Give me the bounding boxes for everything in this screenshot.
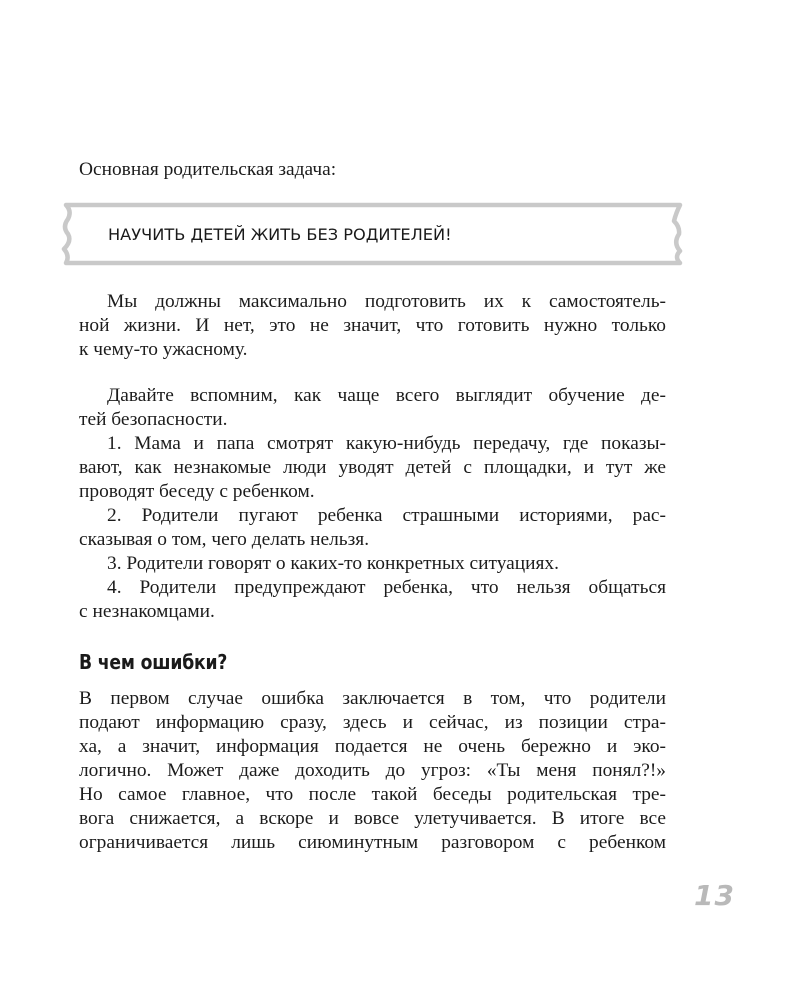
paragraph-line: Мы должны максимально подготовить их к самостоятель- <box>107 291 666 312</box>
list-item-line: сказывая о том, чего делать нельзя. <box>79 529 370 550</box>
paragraph-line: ограничивается лишь сиюминутным разговором с ребенком <box>79 832 666 853</box>
section-heading: В чем ошибки? <box>79 650 228 674</box>
list-item-line: вают, как незнакомые люди уводят детей с площадки, и тут же <box>79 457 666 478</box>
callout-banner <box>60 201 688 267</box>
paragraph-line: ха, а значит, информация подается не очень бережно и эко- <box>79 736 666 757</box>
list-item-line: с незнакомцами. <box>79 601 215 622</box>
list-item-line: 2. Родители пугают ребенка страшными историями, рас- <box>107 505 666 526</box>
list-item-line: 1. Мама и папа смотрят какую-нибудь передачу, где показы- <box>107 433 666 454</box>
paragraph-line: Но самое главное, что после такой беседы родительская тре- <box>79 784 666 805</box>
paragraph-line: логично. Может даже доходить до угроз: «Ты меня понял?!» <box>79 760 666 781</box>
list-item-line: 4. Родители предупреждают ребенка, что нельзя общаться <box>107 577 666 598</box>
paragraph-line: вога снижается, а вскоре и вовсе улетучивается. В итоге все <box>79 808 666 829</box>
intro-line: Основная родительская задача: <box>79 159 337 180</box>
list-item-line: 3. Родители говорят о каких-то конкретных ситуациях. <box>107 553 559 574</box>
paragraph-line: к чему-то ужасному. <box>79 339 248 360</box>
list-item-line: проводят беседу с ребенком. <box>79 481 315 502</box>
paragraph-line: ной жизни. И нет, это не значит, что готовить нужно только <box>79 315 666 336</box>
paragraph-line: подают информацию сразу, здесь и сейчас, из позиции стра- <box>79 712 666 733</box>
page-number: 13 <box>694 879 735 912</box>
paragraph-line: Давайте вспомним, как чаще всего выглядит обучение де- <box>107 385 666 406</box>
paragraph-line: В первом случае ошибка заключается в том, что родители <box>79 688 666 709</box>
callout-text: НАУЧИТЬ ДЕТЕЙ ЖИТЬ БЕЗ РОДИТЕЛЕЙ! <box>108 225 452 244</box>
paragraph-line: тей безопасности. <box>79 409 228 430</box>
